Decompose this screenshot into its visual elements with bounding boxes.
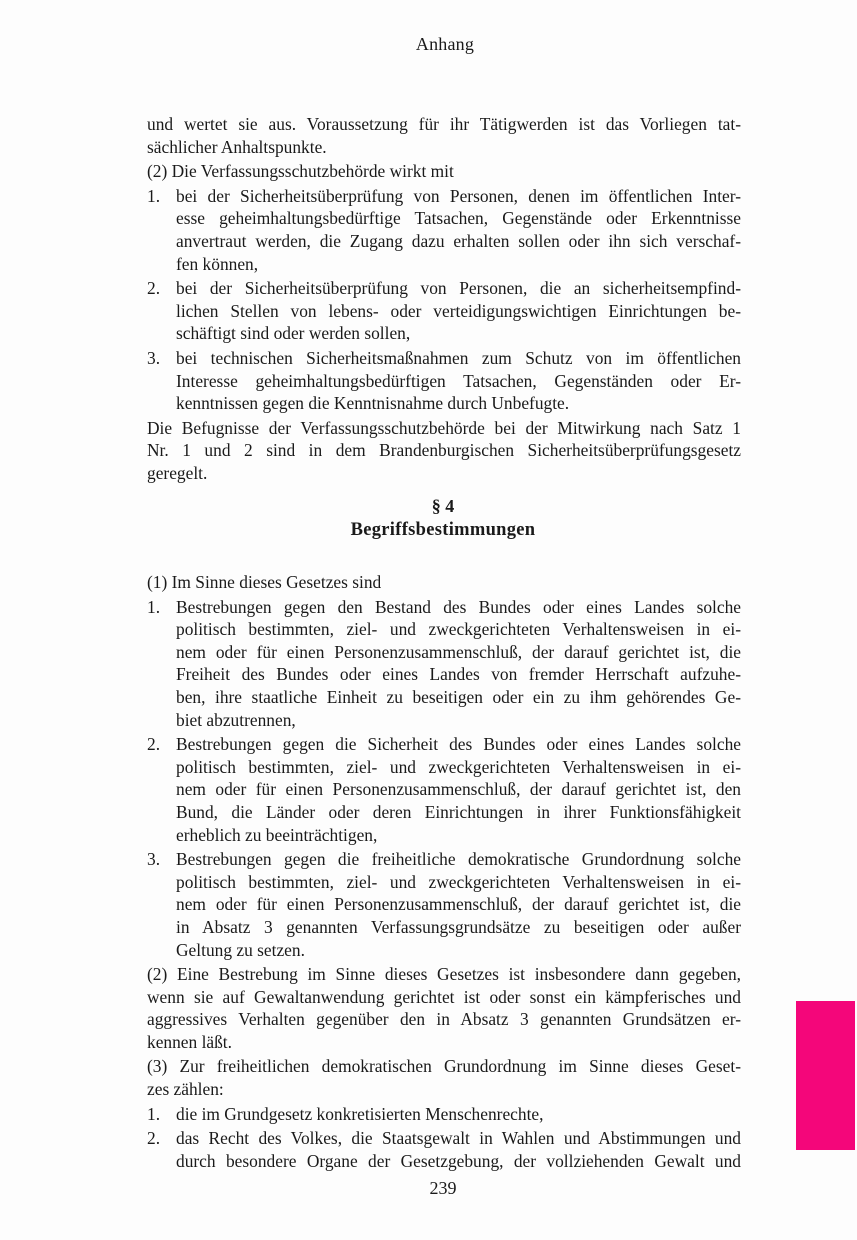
text-line: aggressives Verhalten gegenüber den in Absatz 3 genannten Grundsätzen er-	[147, 1009, 741, 1030]
text-line: fen können,	[176, 253, 259, 274]
list-number: 1.	[147, 1103, 161, 1124]
text-line: in Absatz 3 genannten Verfassungsgrundsätze zu beseitigen oder außer	[176, 916, 741, 937]
text-line: Freiheit des Bundes oder eines Landes von fremder Herrschaft aufzuhe-	[176, 664, 741, 685]
text-line: bei technischen Sicherheitsmaßnahmen zum Schutz von im öffentlichen	[176, 347, 741, 368]
text-line: Interesse geheimhaltungsbedürftigen Tatsachen, Gegenständen oder Er-	[176, 370, 741, 391]
section-4-body	[147, 571, 741, 1172]
running-header: Anhang	[415, 34, 475, 54]
text-line: die im Grundgesetz konkretisierten Menschenrechte,	[176, 1103, 544, 1124]
text-line: politisch bestimmten, ziel- und zweckgerichteten Verhaltensweisen in ei-	[176, 871, 741, 892]
text-line: bei der Sicherheitsüberprüfung von Personen, denen im öffentlichen Inter-	[176, 185, 741, 206]
text-line: Die Befugnisse der Verfassungsschutzbehörde bei der Mitwirkung nach Satz 1	[147, 417, 741, 438]
list-number: 1.	[147, 185, 161, 206]
text-line: Bestrebungen gegen den Bestand des Bundes oder eines Landes solche	[176, 596, 741, 617]
text-line: erheblich zu beeinträchtigen,	[176, 824, 378, 845]
text-line: lichen Stellen von lebens- oder verteidigungswichtigen Einrichtungen be-	[176, 300, 741, 321]
text-line: politisch bestimmten, ziel- und zweckgerichteten Verhaltensweisen in ei-	[176, 619, 741, 640]
text-line: sächlicher Anhaltspunkte.	[147, 136, 327, 157]
paragraph-2-intro: (2) Die Verfassungsschutzbehörde wirkt mit	[147, 161, 454, 182]
list-number: 1.	[147, 596, 161, 617]
list-item	[147, 347, 741, 415]
text-line: politisch bestimmten, ziel- und zweckgerichteten Verhaltensweisen in ei-	[176, 756, 741, 777]
text-line: durch besondere Organe der Gesetzgebung, der vollziehenden Gewalt und	[176, 1150, 741, 1171]
list-item	[147, 733, 741, 846]
text-line: biet abzutrennen,	[176, 709, 296, 730]
text-line: nem oder für einen Personenzusammenschluß, der darauf gerichtet ist, die	[176, 641, 741, 662]
list-number: 2.	[147, 1128, 161, 1149]
paragraph-1-intro: (1) Im Sinne dieses Gesetzes sind	[147, 572, 382, 592]
text-line: zes zählen:	[147, 1079, 224, 1100]
text-line: Geltung zu setzen.	[176, 939, 305, 960]
text-line: nem oder für einen Personenzusammenschluß, der darauf gerichtet ist, die	[176, 894, 741, 915]
text-line: schäftigt sind oder werden sollen,	[176, 323, 411, 344]
text-line: geregelt.	[147, 462, 208, 483]
text-line: und wertet sie aus. Voraussetzung für ihr Tätigwerden ist das Vorliegen tat-	[147, 114, 741, 134]
list-item	[147, 185, 741, 275]
text-line: (2) Eine Bestrebung im Sinne dieses Gesetzes ist insbesondere dann gegeben,	[147, 964, 741, 985]
text-line: Bund, die Länder oder deren Einrichtungen in ihrer Funktionsfähigkeit	[176, 801, 741, 822]
text-line: anvertraut werden, die Zugang dazu erhalten sollen oder ihn sich verschaf-	[176, 230, 741, 251]
text-line: ben, ihre staatliche Einheit zu beseitigen oder ein zu ihm gehörendes Ge-	[176, 686, 741, 707]
list-number: 2.	[147, 734, 161, 755]
list-item	[147, 1103, 741, 1126]
paragraph-3	[147, 1055, 741, 1100]
list-item	[147, 1127, 741, 1172]
text-line: nem oder für einen Personenzusammenschluß, der darauf gerichtet ist, den	[176, 779, 741, 800]
text-line: esse geheimhaltungsbedürftige Tatsachen, Gegenstände oder Erkenntnisse	[176, 208, 741, 229]
text-line: Bestrebungen gegen die Sicherheit des Bundes oder eines Landes solche	[176, 734, 741, 755]
list-item	[147, 596, 741, 732]
text-line: (3) Zur freiheitlichen demokratischen Grundordnung im Sinne dieses Geset-	[147, 1056, 741, 1077]
text-line: Nr. 1 und 2 sind in dem Brandenburgischen Sicherheitsüberprüfungsgesetz	[147, 440, 741, 461]
section-3-continuation	[147, 113, 741, 485]
list-number: 3.	[147, 849, 161, 870]
list-item	[147, 848, 741, 961]
thumb-index-tab	[796, 1001, 855, 1150]
paragraph-2	[147, 963, 741, 1053]
list-number: 3.	[147, 347, 161, 368]
text-line: bei der Sicherheitsüberprüfung von Personen, die an sicherheitsempfind-	[176, 278, 741, 299]
text-line: Bestrebungen gegen die freiheitliche demokratische Grundordnung solche	[176, 849, 741, 870]
list-item	[147, 277, 741, 345]
list-number: 2.	[147, 278, 161, 299]
text-line: kenntnissen gegen die Kenntnisnahme durch Unbefugte.	[176, 393, 570, 414]
section-number: § 4	[431, 496, 455, 516]
section-title: Begriffsbestimmungen	[350, 520, 536, 540]
text-line: kennen läßt.	[147, 1031, 232, 1052]
text-line: das Recht des Volkes, die Staatsgewalt in Wahlen und Abstimmungen und	[176, 1128, 741, 1149]
page-number: 239	[429, 1178, 457, 1198]
text-line: wenn sie auf Gewaltanwendung gerichtet ist oder sonst ein kämpferisches und	[147, 986, 741, 1007]
